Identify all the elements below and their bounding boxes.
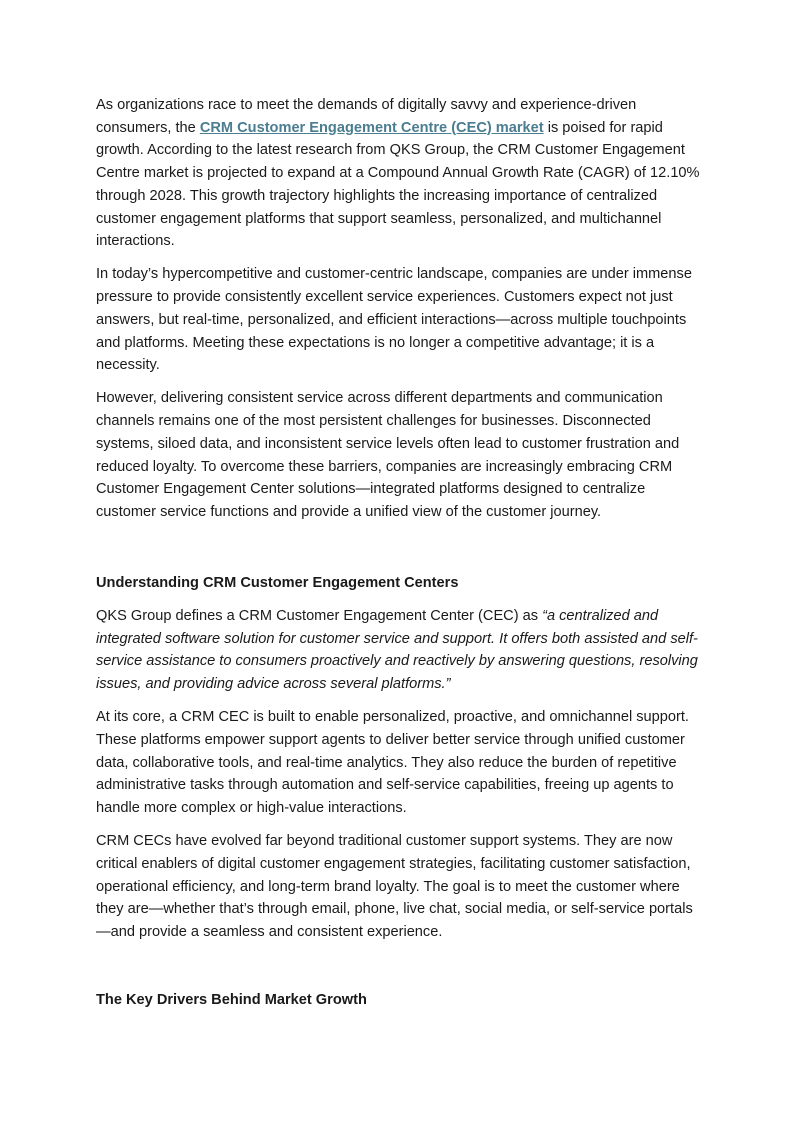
intro-text: As organizations race to meet the demands of digitally savvy and experience-driven consumers, the — [96, 97, 637, 136]
intro-paragraph-1 — [96, 94, 700, 253]
section-heading-understanding: Understanding CRM Customer Engagement Centers — [96, 574, 459, 591]
definition-text: QKS Group defines a CRM Customer Engagement Center (CEC) as — [96, 607, 543, 624]
definition-paragraph — [96, 605, 700, 696]
intro-paragraph-3: However, delivering consistent service across different departments and communication channels remains one of the most persistent challenges for businesses. Disconnected systems, siloed data, and inconsistent service levels often lead to customer frustration and reduced loyalty. To overcome these barriers, companies are increasingly embracing CRM Customer Engagement Center solutions—integrated platforms designed to centralize customer service functions and provide a unified view of the customer journey. — [96, 390, 680, 520]
intro-paragraph-2: In today’s hypercompetitive and customer-centric landscape, companies are under immense pressure to provide consistently excellent service experiences. Customers expect not just answers, but real-time, personalized, and efficient interactions—across multiple touchpoints and platforms. Meeting these expectations is no longer a competitive advantage; it is a necessity. — [96, 266, 692, 374]
definition-quote: “a centralized and integrated software solution for customer service and support. It offers both assisted and self-service assistance to consumers proactively and reactively by answering questions, resolving issues, and providing advice across several platforms.” — [96, 607, 698, 692]
document-body — [96, 94, 700, 1011]
evolution-paragraph: CRM CECs have evolved far beyond traditional customer support systems. They are now critical enablers of digital customer engagement strategies, facilitating customer satisfaction, operational efficiency, and long-term brand loyalty. The goal is to meet the customer where they are—whether that’s through email, phone, live chat, social media, or self-service portals—and provide a seamless and consistent experience. — [96, 833, 693, 940]
section-heading-drivers: The Key Drivers Behind Market Growth — [96, 991, 367, 1008]
intro-text-continued: is poised for rapid growth. According to the latest research from QKS Group, the CRM Customer Engagement Centre market is projected to expand at a Compound Annual Growth Rate (CAGR) of 12.10% through 2028. This growth trajectory highlights the increasing importance of centralized customer engagement platforms that support seamless, personalized, and multichannel interactions. — [96, 119, 700, 250]
cec-market-link[interactable]: CRM Customer Engagement Centre (CEC) market — [199, 119, 544, 136]
core-paragraph: At its core, a CRM CEC is built to enable personalized, proactive, and omnichannel support. These platforms empower support agents to deliver better service through unified customer data, collaborative tools, and real-time analytics. They also reduce the burden of repetitive administrative tasks through automation and self-service capabilities, freeing up agents to handle more complex or high-value interactions. — [96, 709, 689, 816]
